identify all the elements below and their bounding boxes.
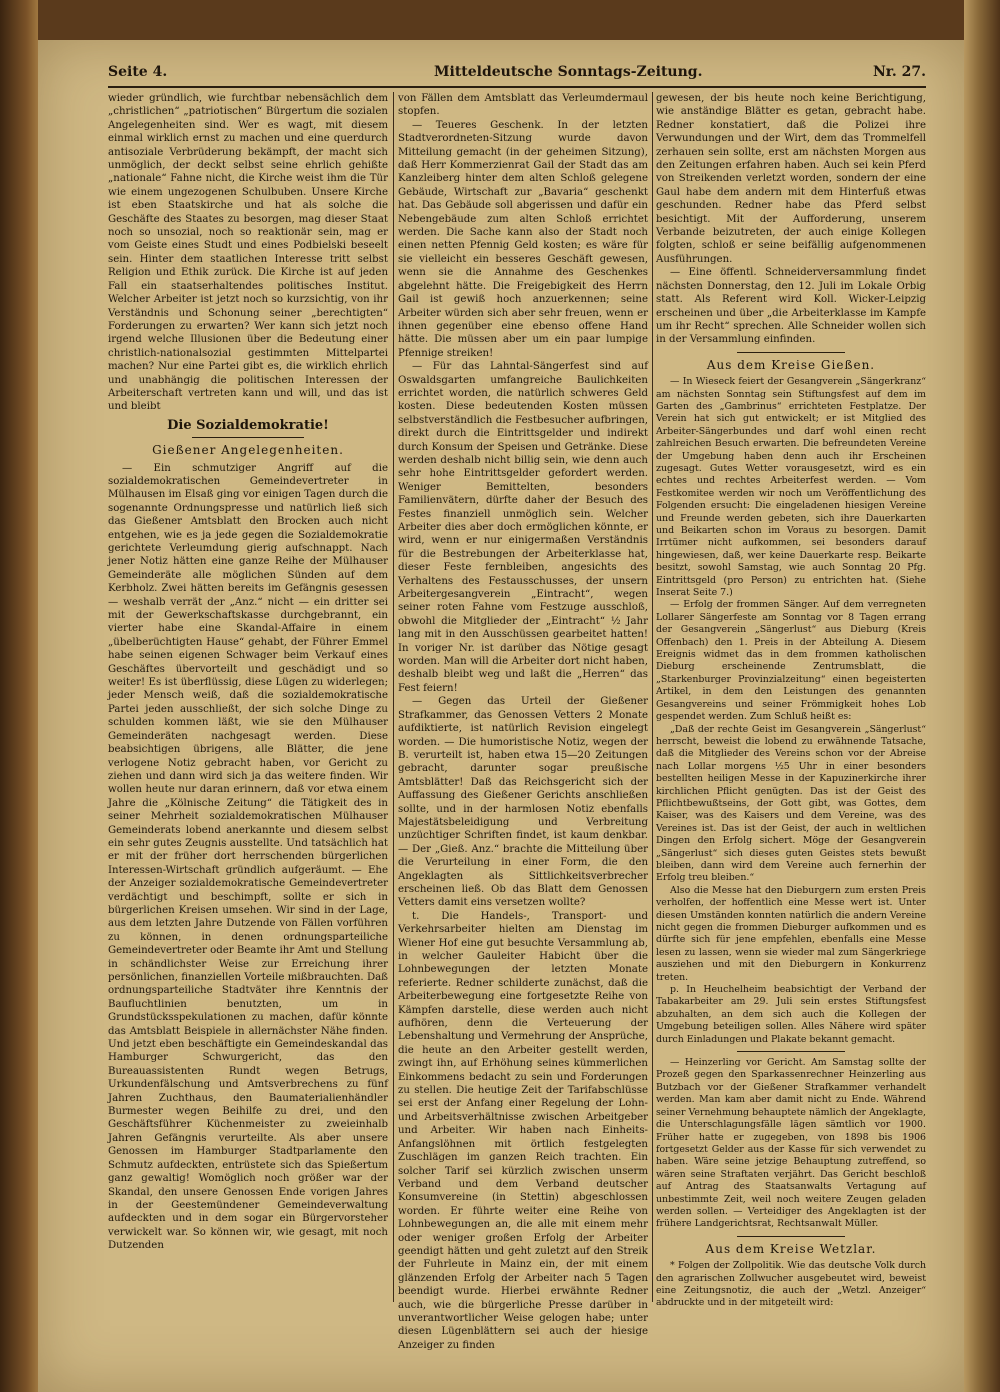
article-text: p. In Heuchelheim beabsichtigt der Verband der Tabakarbeiter am 29. Juli sein erstes Stiftungsfest abzuhalten, an dem sich auch die Kollegen der Umgebung beteiligen sollen. Alles Nähere wird später durch Einladungen und Plakate bekannt gemacht. <box>656 984 926 1045</box>
article-text: gewesen, der bis heute noch keine Berichtigung, wie anständige Blätter es getan, gebracht habe. Redner konstatiert, daß die Polizei ihre Verwundungen und der Wirt, dem das Trommelfell zerhauen sein sollte, erst am nächsten Morgen aus den Zeitungen erfahren haben. Auch sei kein Pferd von Streikenden verletzt worden, sondern der eine Gaul habe dem andern mit dem Hinterfuß etwas geschunden. Redner habe das Pferd selbst besichtigt. Mit der Aufforderung, unserem Verbande beizutreten, der auch einige Kollegen folgten, schloß er seine beifällig aufgenommenen Ausführungen. <box>656 93 926 265</box>
article-text: — Ein schmutziger Angriff auf die sozialdemokratischen Gemeindevertreter in Mülhausen im Elsaß ging vor einigen Tagen durch die sogenannte Ordnungspresse und natürlich ließ sich das Gießener Amtsblatt den Brocken auch nicht entgehen, wie es ja jede gegen die Sozialdemokratie gerichtete Verleumdung gierig aufschnappt. Nach jener Notiz hätten eine ganze Reihe der Mülhauser Gemeinderäte alle möglichen Sünden auf dem Kerbholz. Zwei hätten bereits im Gefängnis gesessen — weshalb verrät der „Anz.“ nicht — ein dritter sei mit der Gewerkschaftskasse durchgebrannt, ein vierter habe eine Skandal-Affaire in einem „übelberüchtigten Hause“ gehabt, der Führer Emmel habe seinen eigenen Schwager beim Verkauf eines Geschäftes übervorteilt und geschädigt und so weiter! Es ist überflüssig, diese Lügen zu widerlegen; jeder Mensch weiß, daß die sozialdemokratische Partei jeden ausschließt, der sich solche Dinge zu schulden kommen läßt, wie sie den Mülhauser Gemeinderäten nachgesagt werden. Diese beabsichtigen übrigens, alle Blätter, die jene verlogene Notiz gebracht haben, vor Gericht zu ziehen und dann wird sich ja das weitere finden. Wir wollen heute nur daran erinnern, daß vor etwa einem Jahre die „Kölnische Zeitung“ die Tätigkeit des in seiner Mehrheit sozialdemokratischen Mülhauser Gemeinderats lobend anerkannte und diesem selbst ein sehr gutes Zeugnis ausstellte. Und tatsächlich hat er mit der früher dort herrschenden bürgerlichen Interessen-Wirtschaft gründlich aufgeräumt. — Ehe der Anzeiger sozialdemokratische Gemeindevertreter verdächtigt und beschimpft, sollte er sich in bürgerlichen Kreisen umsehen. Wir sind in der Lage, aus dem letzten Jahre Dutzende von Fällen vorführen zu können, in denen ordnungsparteiliche Gemeindevertreter oder Beamte ihr Amt und Stellung in schändlichster Weise zur Erreichung ihrer persönlichen, finanziellen Vorteile mißbrauchten. Daß ordnungsparteiliche Stadtväter ihre Kenntnis der Baufluchtlinien benutzten, um in Grundstücksspekulationen zu machen, dafür könnte das Amtsblatt Beispiele in allernächster Nähe finden. Und jetzt eben beschäftigte ein Gemeindeskandal das Hamburger Schwurgericht, das den Bureauassistenten Rundt wegen Betrugs, Urkundenfälschung und Amtsverbrechens zu fünf Jahren Zuchthaus, den Baumaterialienhändler Burmester wegen Beihilfe zu drei, und den Geschäftsführer Küchenmeister zu zweieinhalb Jahren Gefängnis verurteilte. Als aber unsere Genossen im Hamburger Stadtparlamente den Schmutz aufdeckten, entrüstete sich das Spießertum ganz gewaltig! Womöglich noch größer war der Skandal, den unsere Genossen Ende vorigen Jahres in der Geestemündener Gemeindeverwaltung aufdeckten und in dem sogar ein Bürgervorsteher verwickelt war. So können wir, wie gesagt, mit noch Dutzenden <box>108 462 388 1252</box>
article-text: Also die Messe hat den Dieburgern zum ersten Preis verholfen, der hoffentlich eine Messe wert ist. Unter diesen Umständen konnten natürlich die andern Vereine nicht gegen die frommen Dieburger aufkommen und es dürfte sich für jene empfehlen, ebenfalls eine Messe lesen zu lassen, wenn sie wieder mal zum Sängerkriege ausziehen und mit den Dieburgern in Konkurrenz treten. <box>656 884 926 983</box>
issue-number: Nr. 27. <box>873 64 926 80</box>
article-text: — In Wieseck feiert der Gesangverein „Sängerkranz“ am nächsten Sonntag sein Stiftungsfest auf dem im Garten des „Gambrinus“ errichteten Festplatze. Der Verein hat sich gut entwickelt; er ist Mitglied des Arbeiter-Sängerbundes und darf wohl einen recht zahlreichen Besuch erwarten. Die befreundeten Vereine der Umgebung haben denn auch ihr Erscheinen zugesagt. Gutes Wetter vorausgesetzt, wird es ein echtes und rechtes Arbeiterfest werden. — Vom Festkomitee werden wir noch um Veröffentlichung des Folgenden ersucht: Die eingeladenen hiesigen Vereine und Freunde werden gebeten, sich ihre Dauerkarten und Beikarten schon im Voraus zu besorgen. Damit Irrtümer nicht aufkommen, sei besonders darauf hingewiesen, daß, wer keine Dauerkarte resp. Beikarte besitzt, sowohl Samstag, wie auch Sonntag 20 Pfg. Eintrittsgeld (pro Person) zu entrichten hat. (Siehe Inserat Seite 7.) <box>656 376 926 599</box>
page-edge <box>964 0 1000 1392</box>
header-rule <box>108 86 926 88</box>
separator <box>737 352 845 353</box>
article-text: von Fällen dem Amtsblatt das Verleumdermaul stopfen. <box>398 93 648 118</box>
book-spine <box>0 0 38 1392</box>
article-text: — Eine öffentl. Schneiderversammlung findet nächsten Donnerstag, den 12. Juli im Lokale Orbig statt. Als Referent wird Koll. Wicker-Leipzig erscheinen und über „die Arbeiterklasse im Kampfe um ihr Recht“ sprechen. Alle Schneider wollen sich in der Versammlung einfinden. <box>656 267 926 346</box>
article-text: — Erfolg der frommen Sänger. Auf dem verregneten Lollarer Sängerfeste am Sonntag vor 8 Tagen errang der Gesangverein „Sängerlust“ aus Dieburg (Kreis Offenbach) den 1. Preis in der Abteilung A. Diesem Ereignis widmet das in dem frommen katholischen Dieburg erscheinende Zentrumsblatt, die „Starkenburger Provinzialzeitung“ einen begeisterten Artikel, in dem den Leistungen des genannten Gesangvereins und seiner Frömmigkeit hohes Lob gespendet werden. Zum Schluß heißt es: <box>656 599 926 723</box>
separator <box>192 437 304 438</box>
section-heading: Aus dem Kreise Gießen. <box>706 357 876 372</box>
column-divider <box>393 92 394 1302</box>
separator <box>737 1051 845 1052</box>
column-2 <box>398 92 648 1351</box>
newspaper-title: Mitteldeutsche Sonntags-Zeitung. <box>434 64 703 80</box>
section-heading: Aus dem Kreise Wetzlar. <box>705 1241 877 1256</box>
article-text: wieder gründlich, wie furchtbar nebensächlich dem „christlichen“ „patriotischen“ Bürgertum die sozialen Angelegenheiten sind. Wer es wagt, mit diesem einmal wirklich ernst zu machen und eine querdurch antisoziale Verbrüderung bekämpft, der macht sich unmöglich, der deckt selbst seine ehrlich gehißte „nationale“ Fahne nicht, die Kirche weist ihm die Tür wie einem ungezogenen Schulbuben. Unsere Kirche ist eben Staatskirche und hat als solche die Geschäfte des Staates zu besorgen, mag dieser Staat noch so unsozial, noch so reaktionär sein, mag er vom Geiste eines Studt und eines Podbielski beseelt sein. Hinter dem staatlichen Interesse tritt selbst Religion und Ethik zurück. Die Kirche ist auf jeden Fall ein staatserhaltendes politisches Institut. Welcher Arbeiter ist jetzt noch so kurzsichtig, von ihr Verständnis und Schonung seiner „berechtigten“ Forderungen zu erwarten? Wer kann sich jetzt noch irgend welche Illusionen über die Bedeutung einer christlich-nationalsozial gestimmten Mittelpartei machen? Nur eine Partei gibt es, die wirklich ehrlich und unabhängig die politischen Interessen der Arbeiterschaft vertreten kann und will, und das ist und bleibt <box>108 93 388 413</box>
article-text: — Für das Lahntal-Sängerfest sind auf Oswaldsgarten umfangreiche Baulichkeiten errichtet worden, die natürlich schweres Geld kosten. Diese bedeutenden Kosten müssen selbstverständlich die Festbesucher aufbringen, direkt durch die Eintrittsgelder und indirekt durch Konsum der Speisen und Getränke. Diese werden deshalb nicht billig sein, wie denn auch sehr hohe Eintrittsgelder gefordert werden. Weniger Bemittelten, besonders Familienvätern, dürfte daher der Besuch des Festes finanziell unmöglich sein. Welcher Arbeiter dies aber doch ermöglichen könnte, er wird, wenn er nur einigermaßen Verständnis für die Bestrebungen der Arbeiterklasse hat, dieser Feste fernbleiben, angesichts des Verhaltens des Festausschusses, der unsern Arbeitergesangverein „Eintracht“, wegen seiner roten Fahne vom Festzuge ausschloß, obwohl die Mitglieder der „Eintracht“ ½ Jahr lang mit in den Ausschüssen gearbeitet hatten! In voriger Nr. ist darüber das Nötige gesagt worden. Man will die Arbeiter dort nicht haben, deshalb bleibt weg und laßt die „Herren“ das Fest feiern! <box>398 361 648 694</box>
column-3 <box>656 92 926 1309</box>
article-text: — Gegen das Urteil der Gießener Strafkammer, das Genossen Vetters 2 Monate aufdiktierte, ist natürlich Revision eingelegt worden. — Die humoristische Notiz, wegen der B. verurteilt ist, haben etwa 15—20 Zeitungen gebracht, darunter sogar preußische Amtsblätter! Daß das Reichsgericht sich der Auffassung des Gießener Gerichts anschließen sollte, und in der harmlosen Notiz ebenfalls Majestätsbeleidigung und Verbreitung unzüchtiger Schriften findet, ist kaum denkbar. — Der „Gieß. Anz.“ brachte die Mitteilung über die Verurteilung in einer Form, die den Angeklagten als Sittlichkeitsverbrecher erscheinen ließ. Ob das Blatt dem Genossen Vetters damit eins versetzen wollte? <box>398 696 648 909</box>
article-text: * Folgen der Zollpolitik. Wie das deutsche Volk durch den agrarischen Zollwucher ausgebeutet wird, beweist eine Zeitungsnotiz, die auch der „Wetzl. Anzeiger“ abdruckte und in der mitgeteilt wird: <box>656 1260 926 1309</box>
article-text: — Teueres Geschenk. In der letzten Stadtverordneten-Sitzung wurde davon Mitteilung gemacht (in der geheimen Sitzung), daß Herr Kommerzienrat Gail der Stadt das am Kanzleiberg hinter dem alten Schloß gelegene Gebäude, Wirtschaft zur „Bavaria“ geschenkt hat. Das Gebäude soll abgerissen und dafür ein Nebengebäude zum alten Schloß errichtet werden. Die Sache kann also der Stadt noch einen netten Pfennig Geld kosten; es wäre für sie vielleicht ein besseres Geschäft gewesen, wenn sie die Annahme des Geschenkes abgelehnt hätte. Die Freigebigkeit des Herrn Gail ist gewiß hoch anzuerkennen; seine Arbeiter würden sich aber sehr freuen, wenn er ihnen gegenüber eine ebenso offene Hand hätte. Die müssen aber um ein paar lumpige Pfennige streiken! <box>398 119 648 359</box>
separator <box>737 1236 845 1237</box>
column-divider <box>652 92 653 1302</box>
section-heading: Gießener Angelegenheiten. <box>152 443 344 458</box>
page-number: Seite 4. <box>108 64 168 80</box>
page-header <box>74 64 926 86</box>
column-1 <box>108 92 388 1300</box>
article-text: — Heinzerling vor Gericht. Am Samstag sollte der Prozeß gegen den Sparkassenrechner Heinzerling aus Butzbach vor der Gießener Strafkammer verhandelt werden. Man kam aber damit nicht zu Ende. Während seiner Vernehmung behauptete nämlich der Angeklagte, die Unterschlagungsfälle lägen sämtlich vor 1900. Früher hatte er zugegeben, von 1898 bis 1906 fortgesetzt Gelder aus der Kasse für sich verwendet zu haben. Wäre seine jetzige Behauptung zutreffend, so wären seine Straftaten verjährt. Das Gericht beschloß auf Antrag des Staatsanwalts Vertagung auf unbestimmte Zeit, weil noch weitere Zeugen geladen werden sollen. — Verteidiger des Angeklagten ist der frühere Landgerichtsrat, Rechtsanwalt Müller. <box>656 1057 926 1230</box>
slogan-heading: Die Sozialdemokratie! <box>167 417 329 433</box>
article-text: t. Die Handels-, Transport- und Verkehrsarbeiter hielten am Dienstag im Wiener Hof eine gut besuchte Versammlung ab, in welcher Gauleiter Habicht über die Lohnbewegungen der letzten Monate referierte. Redner schilderte zunächst, daß die Arbeiterbewegung eine fortgesetzte Reihe von Kämpfen darstelle, diese werden auch nicht aufhören, denn die Verteuerung der Lebenshaltung und Vermehrung der Ansprüche, die heute an den Arbeiter gestellt werden, zwingt ihn, auf Erhöhung seines kümmerlichen Einkommens bedacht zu sein und Forderungen zu stellen. Die heutige Zeit der Tarifabschlüsse sei erst der Anfang einer Regelung der Lohn- und Arbeitsverhältnisse zwischen Arbeitgeber und Arbeiter. Wir haben nach Einheits-Anfangslöhnen mit örtlich festgelegten Zuschlägen im ganzen Reich trachten. Ein solcher Tarif sei kürzlich zwischen unserm Verband und dem Verband deutscher Konsumvereine (in Stettin) abgeschlossen worden. Er führte weiter eine Reihe von Lohnbewegungen an, die alle mit einem mehr oder weniger großen Erfolg der Arbeiter geendigt hätten und geht zuletzt auf den Streik der Fuhrleute in Mainz ein, der mit einem glänzenden Erfolg der Arbeiter nach 5 Tagen beendigt wurde. Hierbei erwähnte Redner auch, wie die bürgerliche Presse darüber in unverantwortlicher Weise gelogen habe; unter diesen Lügenblättern sei auch der hiesige Anzeiger zu finden <box>398 910 648 1351</box>
article-text: „Daß der rechte Geist im Gesangverein „Sängerlust“ herrscht, beweist die lobend zu erwähnende Tatsache, daß die Mitglieder des Vereins schon vor der Abreise nach Lollar morgens ½5 Uhr in einer besonders bestellten heiligen Messe in der Kapuzinerkirche ihrer kirchlichen Pflicht genügten. Das ist der Geist des Pflichtbewußtseins, der Gott gibt, was Gottes, dem Kaiser, was des Kaisers und dem Vereine, was des Vereines ist. Das ist der Geist, der auch in weltlichen Dingen den Erfolg sichert. Möge der Gesangverein „Sängerlust“ sich dieses guten Geistes stets bewußt bleiben, dann wird dem Vereine auch fernerhin der Erfolg treu bleiben.“ <box>656 723 926 884</box>
